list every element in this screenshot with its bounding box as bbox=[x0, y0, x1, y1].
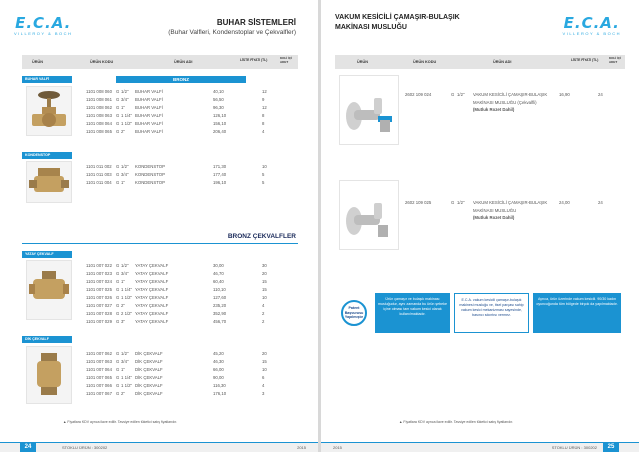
yatay-cekvalf-icon bbox=[27, 261, 71, 319]
product-size: 1/2" bbox=[457, 92, 465, 97]
product-qty: 4 bbox=[262, 129, 265, 134]
product-code: 1101 007 064 bbox=[86, 367, 112, 372]
product-code: 1101 008 065 bbox=[86, 129, 112, 134]
section-label-dik-cekvalf: DİK ÇEKVALF bbox=[22, 336, 72, 343]
footer-left-text: 2015 bbox=[333, 445, 342, 450]
product-code: 1101 008 061 bbox=[86, 97, 112, 102]
footer-left-text: STOKLU ÜRÜN : 300202 bbox=[62, 445, 108, 450]
product-name: YATAY ÇEKVALF bbox=[135, 311, 169, 316]
eca-logo bbox=[563, 16, 621, 36]
product-size: 1" bbox=[121, 180, 125, 185]
thread-type: G bbox=[116, 295, 120, 300]
logo-subtitle: VILLEROY & BOCH bbox=[14, 31, 73, 36]
product-qty: 20 bbox=[262, 351, 267, 356]
buhar-valfi-icon bbox=[27, 87, 71, 135]
product-size: 1/2" bbox=[121, 89, 129, 94]
product-name: DİK ÇEKVALF bbox=[135, 351, 163, 356]
product-qty: 12 bbox=[262, 105, 267, 110]
patent-badge bbox=[341, 300, 367, 326]
product-price: 177,40 bbox=[213, 172, 227, 177]
product-price: 206,40 bbox=[213, 129, 227, 134]
product-code: 1101 008 064 bbox=[86, 121, 112, 126]
thread-type: G bbox=[116, 375, 120, 380]
product-qty: 4 bbox=[262, 303, 265, 308]
product-code: 1101 007 063 bbox=[86, 359, 112, 364]
product-image-dik-cekvalf bbox=[26, 346, 72, 404]
page-title: BUHAR SİSTEMLERİ bbox=[216, 18, 296, 27]
product-qty: 15 bbox=[262, 287, 267, 292]
patent-badge-text: Patent Başvurusu Yapılmıştır bbox=[344, 306, 364, 320]
faucet-icon bbox=[340, 76, 398, 144]
thread-type: G bbox=[451, 200, 455, 205]
product-qty: 2 bbox=[262, 319, 265, 324]
product-code: 1101 007 062 bbox=[86, 351, 112, 356]
product-name: BUHAR VALFİ bbox=[135, 89, 163, 94]
product-size: 1" bbox=[121, 105, 125, 110]
product-price: 46,30 bbox=[213, 359, 224, 364]
product-code: 1101 007 065 bbox=[86, 375, 112, 380]
product-name: BUHAR VALFİ bbox=[135, 129, 163, 134]
table-row bbox=[86, 366, 282, 373]
product-qty: 8 bbox=[262, 121, 265, 126]
table-row bbox=[86, 112, 282, 119]
product-size: 2" bbox=[121, 303, 125, 308]
product-code: 1101 011 002 bbox=[86, 164, 112, 169]
eca-logo bbox=[14, 16, 72, 36]
logo-mark: E.C.A. bbox=[15, 14, 72, 32]
section-label-yatay-cekvalf: YATAY ÇEKVALF bbox=[22, 251, 72, 258]
thread-type: G bbox=[116, 164, 120, 169]
product-code: 1101 007 067 bbox=[86, 391, 112, 396]
product-price: 96,30 bbox=[213, 105, 224, 110]
product-name: DİK ÇEKVALF bbox=[135, 375, 163, 380]
product-name: KONDENSTOP bbox=[135, 180, 166, 185]
product-qty: 15 bbox=[262, 359, 267, 364]
product-price: 110,10 bbox=[213, 287, 226, 292]
product-price: 30,00 bbox=[213, 263, 224, 268]
product-code: 1101 007 023 bbox=[86, 271, 112, 276]
product-size: 1/2" bbox=[457, 200, 465, 205]
product-code: 1101 008 063 bbox=[86, 113, 112, 118]
info-box-left: Ürün çamaşır ve bulaşık makinası musluğudur, aynı zamanda bu ürün şebeke içine olması tam vakum kesici olarak kullanılmaktadır. bbox=[375, 293, 450, 333]
table-row bbox=[86, 390, 282, 397]
product-image-musluk-1 bbox=[339, 75, 399, 145]
thread-type: G bbox=[116, 311, 120, 316]
product-qty: 24 bbox=[598, 92, 603, 97]
thread-type: G bbox=[116, 367, 120, 372]
product-name-line3: (Mutluk Rozet Dahil) bbox=[473, 107, 515, 112]
table-row bbox=[86, 120, 282, 127]
info-box-middle: E.C.A. vakum kesicili çamaşır-bulaşık makinesi musluğu ve, itsel parçası sahip vakum kesici mekanizması sayesinde, basıncı sıkıntısı vermez. bbox=[454, 293, 529, 333]
product-name: YATAY ÇEKVALF bbox=[135, 303, 169, 308]
table-row bbox=[86, 358, 282, 365]
page-number: 24 bbox=[20, 442, 36, 452]
product-code: 1101 007 028 bbox=[86, 311, 112, 316]
product-size: 3/4" bbox=[121, 359, 129, 364]
product-price: 352,90 bbox=[213, 311, 227, 316]
product-image-musluk-2 bbox=[339, 180, 399, 250]
page-title-line2: MAKİNASI MUSLUĞU bbox=[335, 24, 407, 31]
table-row bbox=[86, 88, 282, 95]
page-title-line1: VAKUM KESİCİLİ ÇAMAŞIR-BULAŞIK bbox=[335, 14, 460, 21]
product-name: BUHAR VALFİ bbox=[135, 97, 163, 102]
product-name: KONDENSTOP bbox=[135, 164, 166, 169]
product-size: 3/4" bbox=[121, 172, 129, 177]
logo-subtitle: VILLEROY & BOCH bbox=[562, 31, 621, 36]
product-size: 3/4" bbox=[121, 97, 129, 102]
thread-type: G bbox=[116, 105, 120, 110]
thread-type: G bbox=[116, 303, 120, 308]
product-name: YATAY ÇEKVALF bbox=[135, 295, 169, 300]
table-row bbox=[86, 104, 282, 111]
product-price: 171,30 bbox=[213, 164, 227, 169]
logo-mark: E.C.A. bbox=[563, 14, 620, 32]
table-row bbox=[86, 374, 282, 381]
table-row bbox=[86, 286, 282, 293]
product-code: 2602 109 024 bbox=[405, 92, 432, 97]
header-koli: KOLİ İÇİ ADET bbox=[280, 56, 292, 64]
product-qty: 30 bbox=[262, 263, 267, 268]
product-code: 1101 008 062 bbox=[86, 105, 112, 110]
table-row bbox=[86, 262, 282, 269]
product-price: 196,10 bbox=[213, 180, 227, 185]
product-qty: 10 bbox=[262, 295, 267, 300]
thread-type: G bbox=[116, 89, 120, 94]
product-qty: 12 bbox=[262, 89, 267, 94]
product-size: 2" bbox=[121, 391, 125, 396]
bronz-label: BRONZ bbox=[116, 76, 246, 83]
table-row bbox=[86, 310, 282, 317]
footer-bar bbox=[321, 442, 639, 452]
product-row bbox=[405, 92, 625, 122]
thread-type: G bbox=[116, 113, 120, 118]
header-kodu: ÜRÜN KODU bbox=[90, 60, 114, 64]
product-code: 1101 007 024 bbox=[86, 279, 112, 284]
product-name-line2: MAKİNASI MUSLUĞU (Çekvalfli) bbox=[473, 100, 537, 105]
product-size: 1" bbox=[121, 367, 125, 372]
product-price: 24,00 bbox=[559, 200, 570, 205]
thread-type: G bbox=[116, 383, 120, 388]
product-price: 176,10 bbox=[213, 391, 227, 396]
thread-type: G bbox=[116, 271, 120, 276]
page-subtitle: (Buhar Valfleri, Kondenstoplar ve Çekvalfler) bbox=[168, 29, 296, 36]
product-price: 156,10 bbox=[213, 121, 227, 126]
product-price: 127,60 bbox=[213, 295, 227, 300]
footer-right-text: STOKLU ÜRÜN : 300202 bbox=[551, 445, 597, 450]
product-size: 1 1/4" bbox=[121, 375, 133, 380]
product-qty: 8 bbox=[262, 113, 265, 118]
product-size: 1/2" bbox=[121, 263, 129, 268]
table-row bbox=[86, 179, 282, 186]
thread-type: G bbox=[116, 319, 120, 324]
dik-cekvalf-icon bbox=[27, 347, 71, 403]
product-size: 1/2" bbox=[121, 351, 129, 356]
product-name-line1: VAKUM KESİCİLİ ÇAMAŞIR-BULAŞIK bbox=[473, 200, 548, 205]
product-price: 456,70 bbox=[213, 319, 227, 324]
thread-type: G bbox=[116, 391, 120, 396]
product-qty: 4 bbox=[262, 383, 265, 388]
product-name: DİK ÇEKVALF bbox=[135, 359, 163, 364]
product-code: 1101 007 026 bbox=[86, 295, 112, 300]
table-row bbox=[86, 278, 282, 285]
table-row bbox=[86, 270, 282, 277]
product-qty: 3 bbox=[262, 391, 265, 396]
section-divider bbox=[22, 243, 298, 244]
thread-type: G bbox=[451, 92, 455, 97]
product-size: 1 1/4" bbox=[121, 113, 133, 118]
product-code: 1101 011 003 bbox=[86, 172, 112, 177]
thread-type: G bbox=[116, 129, 120, 134]
thread-type: G bbox=[116, 359, 120, 364]
table-row bbox=[86, 128, 282, 135]
product-name: DİK ÇEKVALF bbox=[135, 391, 163, 396]
product-price: 16,90 bbox=[559, 92, 570, 97]
product-size: 1/2" bbox=[121, 164, 129, 169]
product-name: BUHAR VALFİ bbox=[135, 105, 163, 110]
thread-type: G bbox=[116, 97, 120, 102]
table-row bbox=[86, 96, 282, 103]
footer-right-text: 2015 bbox=[297, 445, 306, 450]
product-code: 1101 007 027 bbox=[86, 303, 112, 308]
product-qty: 5 bbox=[262, 180, 265, 185]
product-code: 1101 007 025 bbox=[86, 287, 112, 292]
product-name: BUHAR VALFİ bbox=[135, 113, 163, 118]
product-qty: 15 bbox=[262, 279, 267, 284]
section-label-kondenstop: KONDENSTOP bbox=[22, 152, 72, 159]
faucet-icon bbox=[340, 181, 398, 249]
product-name: YATAY ÇEKVALF bbox=[135, 271, 169, 276]
product-name: YATAY ÇEKVALF bbox=[135, 279, 169, 284]
product-image-kondenstop bbox=[26, 161, 72, 203]
product-price: 60,40 bbox=[213, 279, 224, 284]
product-size: 2" bbox=[121, 129, 125, 134]
right-page bbox=[321, 0, 639, 452]
footer-note: ▲ Fiyatlara KDV ayrıca ilave edilir. Tavsiye edilen tüketici satış fiyatlarıdır. bbox=[63, 420, 178, 424]
product-qty: 2 bbox=[262, 311, 265, 316]
product-name-line2: MAKİNASI MUSLUĞU bbox=[473, 208, 517, 213]
header-koli: KOLİ İÇİ ADET bbox=[609, 56, 621, 64]
kondenstop-icon bbox=[27, 162, 71, 202]
header-fiyat: LİSTE FİYATI (TL) bbox=[571, 58, 599, 62]
product-price: 116,30 bbox=[213, 383, 226, 388]
product-price: 235,20 bbox=[213, 303, 227, 308]
thread-type: G bbox=[116, 351, 120, 356]
header-adi: ÜRÜN ADI bbox=[493, 60, 512, 64]
product-size: 1 1/2" bbox=[121, 295, 133, 300]
product-price: 40,10 bbox=[213, 89, 224, 94]
product-code: 1101 011 004 bbox=[86, 180, 112, 185]
left-page bbox=[0, 0, 318, 452]
header-adi: ÜRÜN ADI bbox=[174, 60, 193, 64]
product-qty: 10 bbox=[262, 164, 267, 169]
header-kodu: ÜRÜN KODU bbox=[413, 60, 437, 64]
header-urun: ÜRÜN bbox=[32, 60, 43, 64]
table-row bbox=[86, 350, 282, 357]
product-qty: 9 bbox=[262, 97, 265, 102]
section-label-buhar-valfi: BUHAR VALFİ bbox=[22, 76, 72, 83]
footer-note: ▲ Fiyatlara KDV ayrıca ilave edilir. Tavsiye edilen tüketici satış fiyatlarıdır. bbox=[399, 420, 514, 424]
thread-type: G bbox=[116, 287, 120, 292]
product-name: YATAY ÇEKVALF bbox=[135, 287, 169, 292]
header-urun: ÜRÜN bbox=[357, 60, 368, 64]
product-image-yatay-cekvalf bbox=[26, 260, 72, 320]
product-price: 126,10 bbox=[213, 113, 227, 118]
thread-type: G bbox=[116, 180, 120, 185]
product-name: KONDENSTOP bbox=[135, 172, 166, 177]
thread-type: G bbox=[116, 172, 120, 177]
product-name: BUHAR VALFİ bbox=[135, 121, 163, 126]
product-row bbox=[405, 200, 625, 230]
thread-type: G bbox=[116, 121, 120, 126]
product-size: 3" bbox=[121, 319, 125, 324]
thread-type: G bbox=[116, 263, 120, 268]
table-header bbox=[22, 55, 298, 69]
table-row bbox=[86, 163, 282, 170]
product-code: 1101 008 060 bbox=[86, 89, 112, 94]
footer-bar bbox=[0, 442, 318, 452]
product-price: 90,00 bbox=[213, 375, 224, 380]
thread-type: G bbox=[116, 279, 120, 284]
product-size: 1 1/4" bbox=[121, 287, 133, 292]
product-price: 56,50 bbox=[213, 97, 224, 102]
product-qty: 24 bbox=[598, 200, 603, 205]
product-image-buhar-valfi bbox=[26, 86, 72, 136]
product-size: 1" bbox=[121, 279, 125, 284]
table-row bbox=[86, 294, 282, 301]
product-size: 3/4" bbox=[121, 271, 129, 276]
product-qty: 5 bbox=[262, 172, 265, 177]
product-name-line1: VAKUM KESİCİLİ ÇAMAŞIR-BULAŞIK bbox=[473, 92, 548, 97]
table-header bbox=[335, 55, 625, 69]
product-qty: 6 bbox=[262, 375, 265, 380]
product-name: DİK ÇEKVALF bbox=[135, 367, 163, 372]
table-row bbox=[86, 318, 282, 325]
info-box-right: Ayrıca, ürün üzerinde vakum kesicili. 90/30 kadın oyuncuğunda tüm bölgede birçok da yapılmaktadır. bbox=[533, 293, 621, 333]
product-name: YATAY ÇEKVALF bbox=[135, 263, 169, 268]
product-code: 1101 007 066 bbox=[86, 383, 112, 388]
table-row bbox=[86, 382, 282, 389]
product-code: 1101 007 022 bbox=[86, 263, 112, 268]
table-row bbox=[86, 302, 282, 309]
table-row bbox=[86, 171, 282, 178]
product-size: 1 1/2" bbox=[121, 383, 133, 388]
product-price: 46,70 bbox=[213, 271, 224, 276]
product-name: YATAY ÇEKVALF bbox=[135, 319, 169, 324]
product-price: 45,20 bbox=[213, 351, 224, 356]
cekvalf-title: BRONZ ÇEKVALFLER bbox=[227, 233, 296, 240]
page-number: 25 bbox=[603, 442, 619, 452]
product-qty: 10 bbox=[262, 367, 267, 372]
product-price: 66,00 bbox=[213, 367, 224, 372]
product-name-line3: (Mutluk Rozet Dahil) bbox=[473, 215, 515, 220]
product-code: 2602 109 025 bbox=[405, 200, 432, 205]
product-size: 2 1/2" bbox=[121, 311, 133, 316]
product-qty: 20 bbox=[262, 271, 267, 276]
product-size: 1 1/2" bbox=[121, 121, 133, 126]
product-code: 1101 007 029 bbox=[86, 319, 112, 324]
product-name: DİK ÇEKVALF bbox=[135, 383, 163, 388]
header-fiyat: LİSTE FİYATI (TL) bbox=[240, 58, 268, 62]
